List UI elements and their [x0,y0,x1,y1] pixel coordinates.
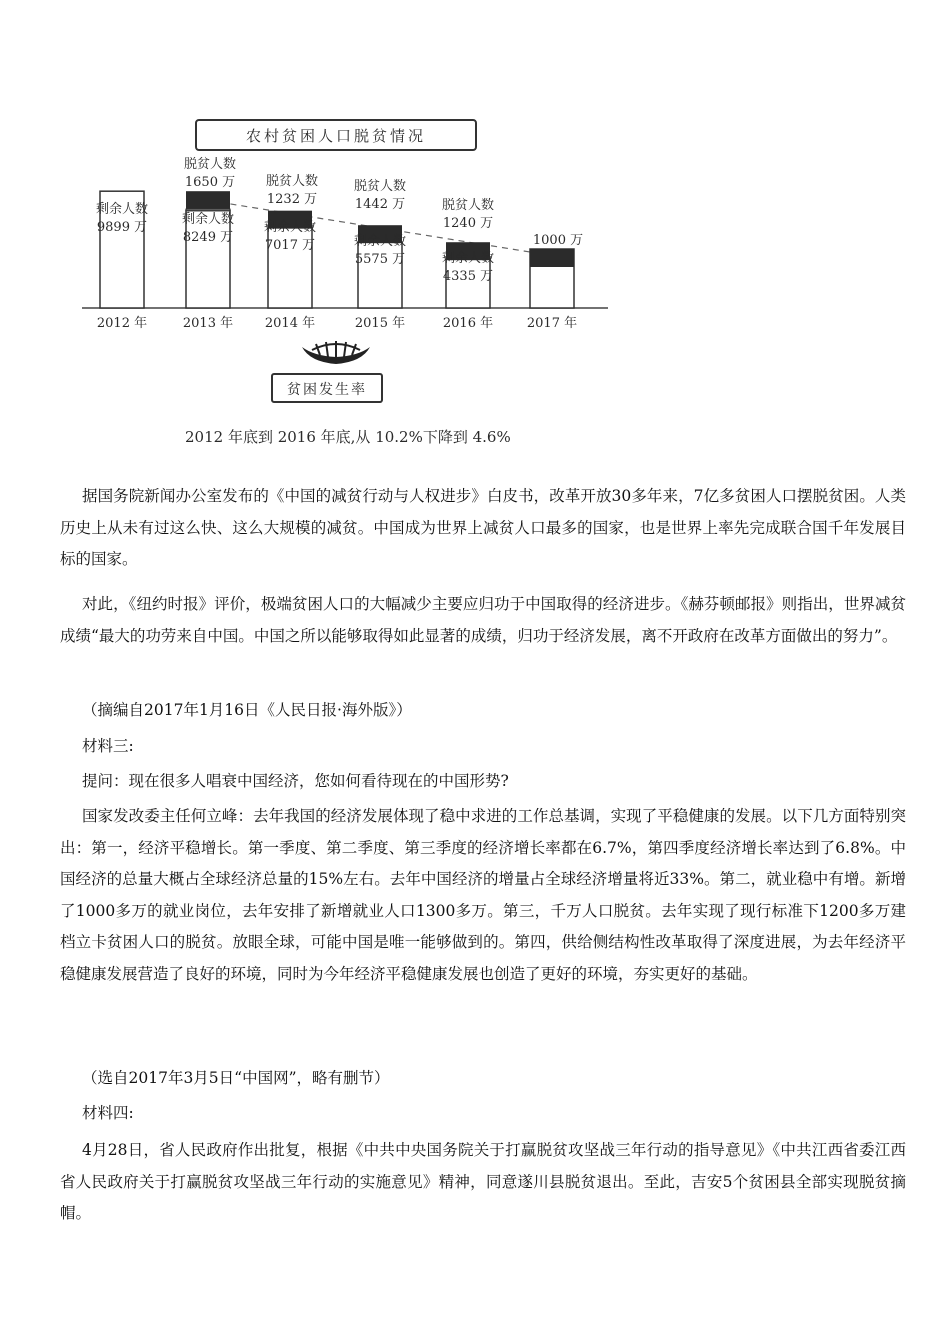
x-tick-label: 2015 年 [354,316,406,331]
chart-title: 农村贫困人口脱贫情况 [245,127,427,145]
x-tick-label: 2016 年 [442,316,494,331]
data-label: 9899 万 [96,220,148,235]
source-1: （摘编自2017年1月16日《人民日报·海外版》） [82,701,412,719]
data-label: 脱贫人数 [183,157,237,172]
chart-canvas [80,112,620,457]
x-tick-label: 2012 年 [96,316,148,331]
x-tick-label: 2017 年 [526,316,578,331]
paragraph-3: 国家发改委主任何立峰：去年我国的经济发展体现了稳中求进的工作总基调，实现了平稳健康的发展。以下几方面特别突出：第一，经济平稳增长。第一季度、第二季度、第三季度的经济增长率都在6.7%，第四季度经济增长率达到了6.8%。中国经济的总量大概占全球经济总量的15%左右。去年中国经济的增量占全球经济增量将近33%。第二，就业稳中有增。新增了1000多万的就业岗位，去年安排了新增就业人口1300多万。第三，千万人口脱贫。去年实现了现行标准下1200多万建档立卡贫困人口的脱贫。放眼全球，可能中国是唯一能够做到的。第四，供给侧结构性改革取得了深度进展，为去年经济平稳健康发展营造了良好的环境，同时为今年经济平稳健康发展也创造了更好的环境，夯实更好的基础。 [60,807,906,983]
data-label: 1650 万 [184,175,236,190]
poverty-chart [80,112,620,457]
bar-lifted-1 [186,191,230,209]
data-label: 脱贫人数 [353,179,407,194]
data-label: 脱贫人数 [265,174,319,189]
data-label: 5575 万 [354,252,406,267]
data-label: 1240 万 [442,216,494,231]
material-4-heading: 材料四: [82,1104,134,1122]
incidence-label: 贫困发生率 [287,382,367,398]
data-label: 7017 万 [264,238,316,253]
bar-lifted-5 [530,249,574,267]
x-tick-label: 2014 年 [264,316,316,331]
data-label: 剩余人数 [263,220,317,235]
bar-gap-1 [186,209,230,210]
paragraph-2: 对此，《纽约时报》评价，极端贫困人口的大幅减少主要应归功于中国取得的经济进步。《赫芬顿邮报》则指出，世界减贫成绩“最大的功劳来自中国。中国之所以能够取得如此显著的成绩，归功于经济发展，离不开政府在改革方面做出的努力”。 [60,595,906,645]
data-label: 1442 万 [354,197,406,212]
data-label: 剩余人数 [441,251,495,266]
data-label: 剩余人数 [353,234,407,249]
data-label: 剩余人数 [95,202,149,217]
x-tick-label: 2013 年 [182,316,234,331]
data-label: 8249 万 [182,230,234,245]
source-2: （选自2017年3月5日“中国网”，略有删节） [82,1069,390,1087]
data-label: 脱贫人数 [441,198,495,213]
question: 提问：现在很多人唱衰中国经济，您如何看待现在的中国形势? [82,772,509,790]
data-label: 剩余人数 [181,212,235,227]
paragraph-4: 4月28日，省人民政府作出批复，根据《中共中央国务院关于打赢脱贫攻坚战三年行动的指导意见》《中共江西省委江西省人民政府关于打赢脱贫攻坚战三年行动的实施意见》精神，同意遂川县脱贫退出。至此，吉安5个贫困县全部实现脱贫摘帽。 [60,1141,906,1222]
emblem-icon [302,341,370,364]
material-3-heading: 材料三: [82,737,134,755]
incidence-note: 2012 年底到 2016 年底,从 10.2%下降到 4.6% [185,428,511,446]
paragraph-1: 据国务院新闻办公室发布的《中国的减贫行动与人权进步》白皮书，改革开放30多年来，7亿多贫困人口摆脱贫困。人类历史上从未有过这么快、这么大规模的减贫。中国成为世界上减贫人口最多的国家，也是世界上率先完成联合国千年发展目标的国家。 [60,487,906,568]
data-label: 4335 万 [442,269,494,284]
data-label: 1000 万 [532,233,584,248]
data-label: 1232 万 [266,192,318,207]
